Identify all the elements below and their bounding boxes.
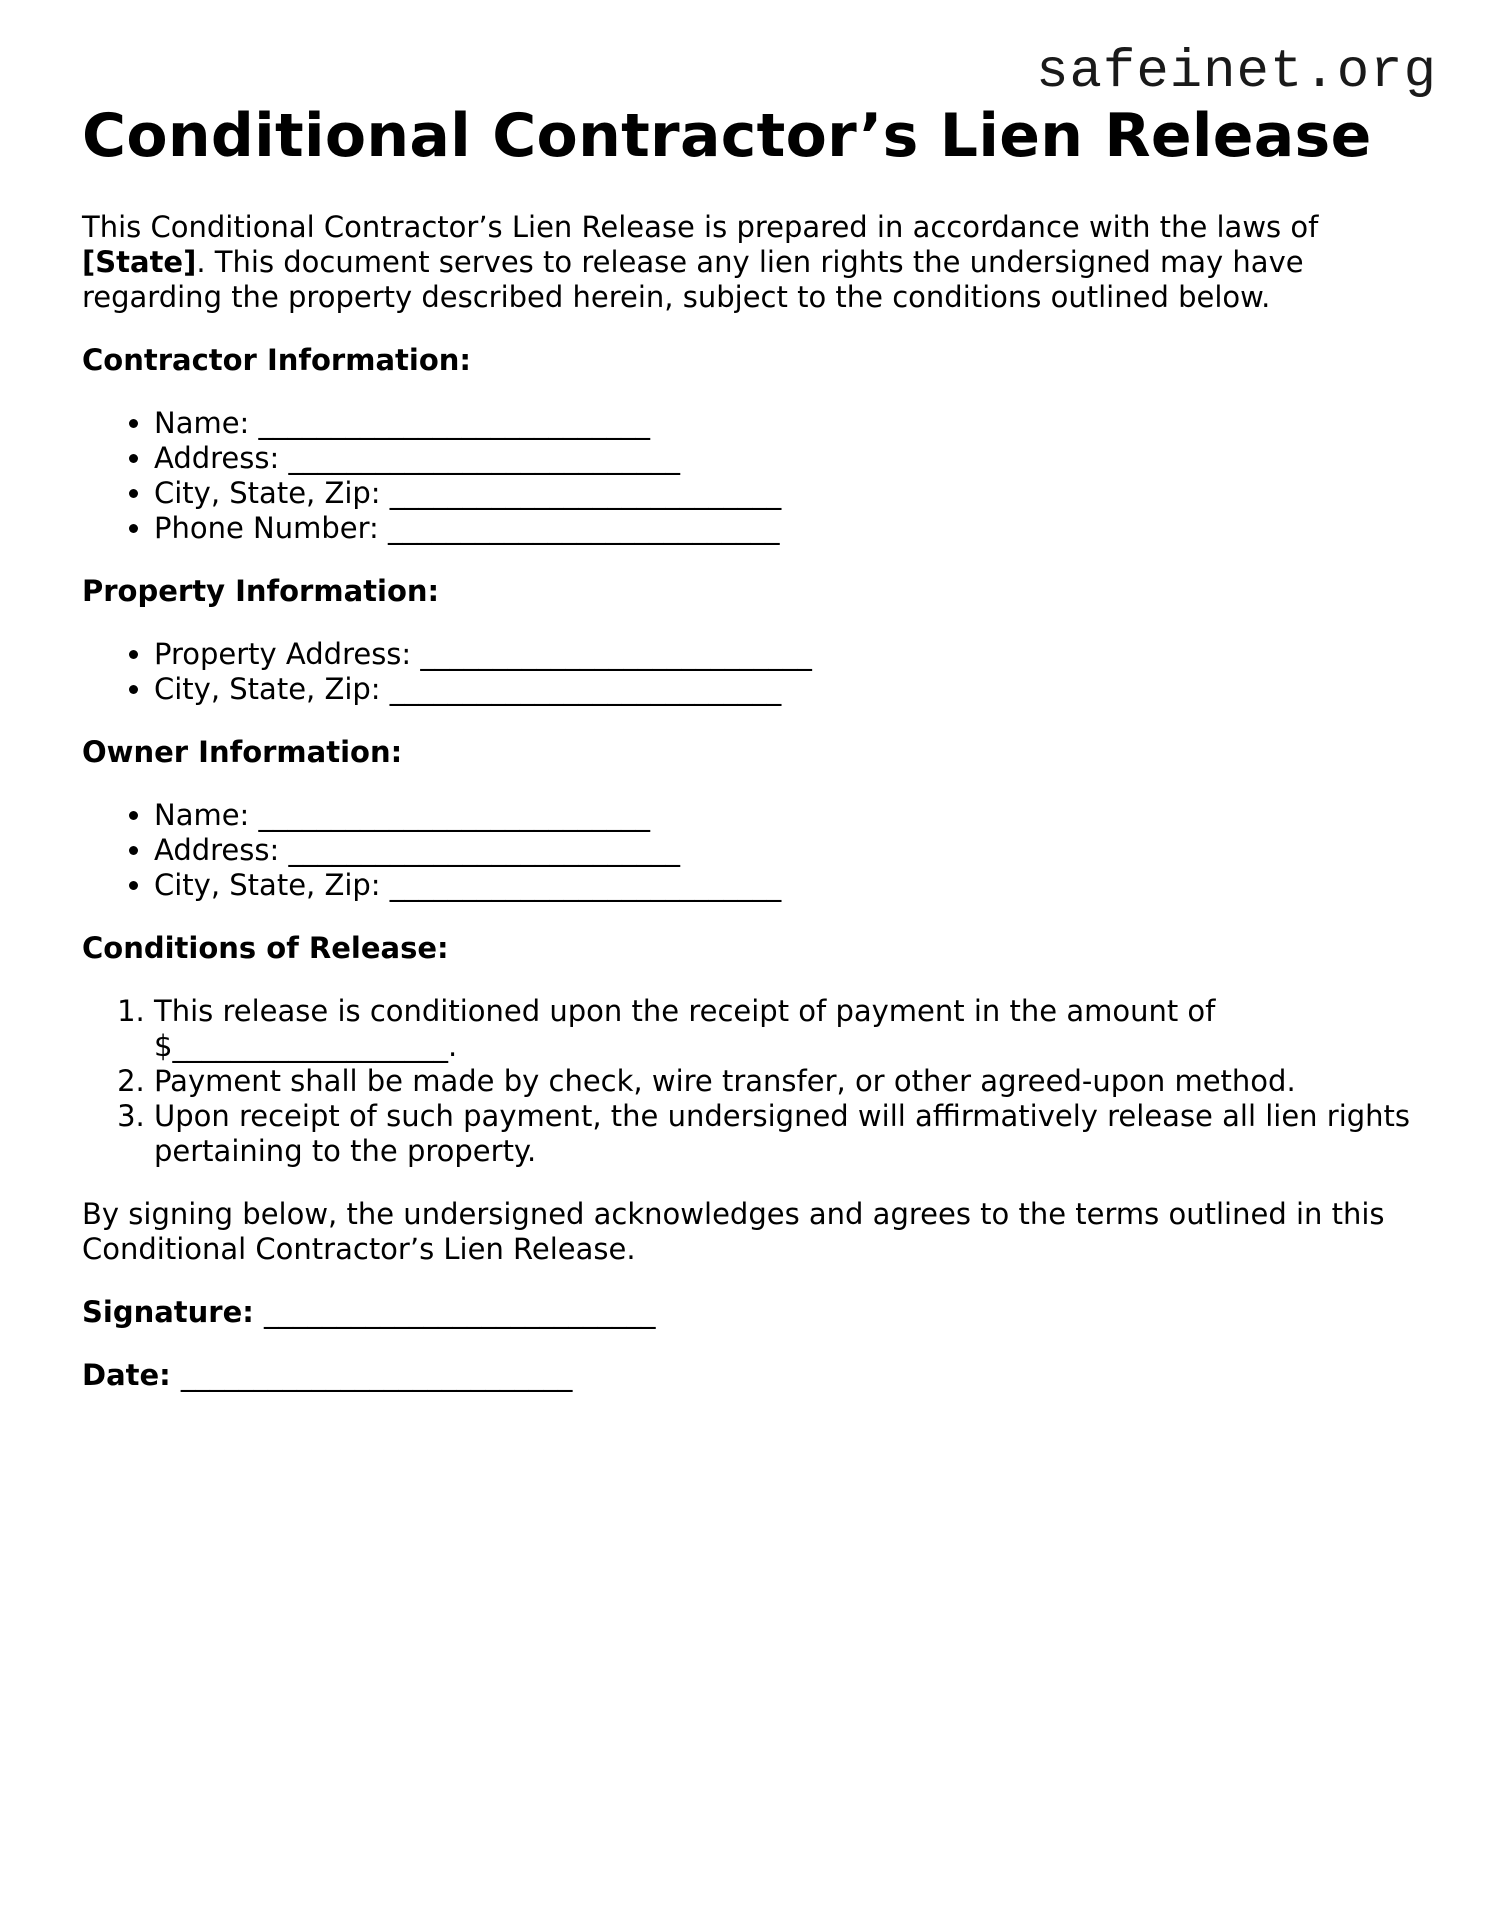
property-fields	[82, 637, 1422, 707]
blank-line: ___________________________	[389, 476, 782, 510]
contractor-name-field	[154, 406, 1422, 441]
property-heading: Property Information:	[82, 574, 440, 608]
field-label: Name:	[154, 406, 259, 440]
signature-blank: ___________________________	[263, 1295, 656, 1329]
document-page	[82, 100, 1422, 1421]
blank-line: ___________________________	[288, 441, 680, 475]
property-address-field	[154, 637, 1422, 672]
contractor-address-field	[154, 441, 1422, 476]
condition-item: 1. This release is conditioned upon the receipt of payment in the amount of $___________________.	[154, 994, 1422, 1064]
closing-paragraph: By signing below, the undersigned acknowledges and agrees to the terms outlined in this Conditional Contractor’s Lien Release.	[82, 1197, 1385, 1266]
blank-line: ___________________________	[420, 637, 812, 671]
field-label: City, State, Zip:	[154, 476, 390, 510]
field-label: Name:	[154, 798, 259, 832]
document-title: Conditional Contractor’s Lien Release	[82, 101, 1372, 171]
intro-text-after-state: . This document serves to release any lien rights the undersigned may have regarding the property described herein, subject to the conditions outlined below.	[82, 245, 1304, 314]
field-label: Address:	[154, 441, 289, 475]
date-label: Date:	[82, 1358, 181, 1392]
field-label: Property Address:	[154, 637, 421, 671]
blank-line: ___________________________	[389, 868, 782, 902]
watermark: safeinet.org	[1036, 42, 1437, 103]
intro-text-before-state: This Conditional Contractor’s Lien Release is prepared in accordance with the laws of	[82, 210, 1319, 244]
field-label: City, State, Zip:	[154, 672, 390, 706]
blank-line: ___________________________	[389, 672, 782, 706]
owner-heading: Owner Information:	[82, 735, 403, 769]
signature-line	[82, 1295, 1422, 1330]
field-label: Address:	[154, 833, 289, 867]
contractor-heading: Contractor Information:	[82, 343, 471, 377]
signature-label: Signature:	[82, 1295, 264, 1329]
contractor-city-field	[154, 476, 1422, 511]
blank-line: ___________________________	[388, 511, 780, 545]
date-blank: ___________________________	[180, 1358, 573, 1392]
intro-paragraph	[82, 210, 1422, 315]
contractor-fields	[82, 406, 1422, 546]
conditions-heading: Conditions of Release:	[82, 931, 449, 965]
blank-line: ___________________________	[288, 833, 680, 867]
owner-address-field	[154, 833, 1422, 868]
blank-line: ___________________________	[258, 798, 651, 832]
contractor-phone-field	[154, 511, 1422, 546]
owner-city-field	[154, 868, 1422, 903]
condition-item: 3. Upon receipt of such payment, the undersigned will affirmatively release all lien rights pertaining to the property.	[154, 1099, 1422, 1169]
property-city-field	[154, 672, 1422, 707]
conditions-list	[82, 994, 1422, 1169]
field-label: City, State, Zip:	[154, 868, 390, 902]
owner-name-field	[154, 798, 1422, 833]
blank-line: ___________________________	[258, 406, 651, 440]
state-placeholder: [State]	[82, 245, 197, 279]
owner-fields	[82, 798, 1422, 903]
date-line	[82, 1358, 1422, 1393]
field-label: Phone Number:	[154, 511, 389, 545]
condition-item: 2. Payment shall be made by check, wire transfer, or other agreed-upon method.	[154, 1064, 1422, 1099]
